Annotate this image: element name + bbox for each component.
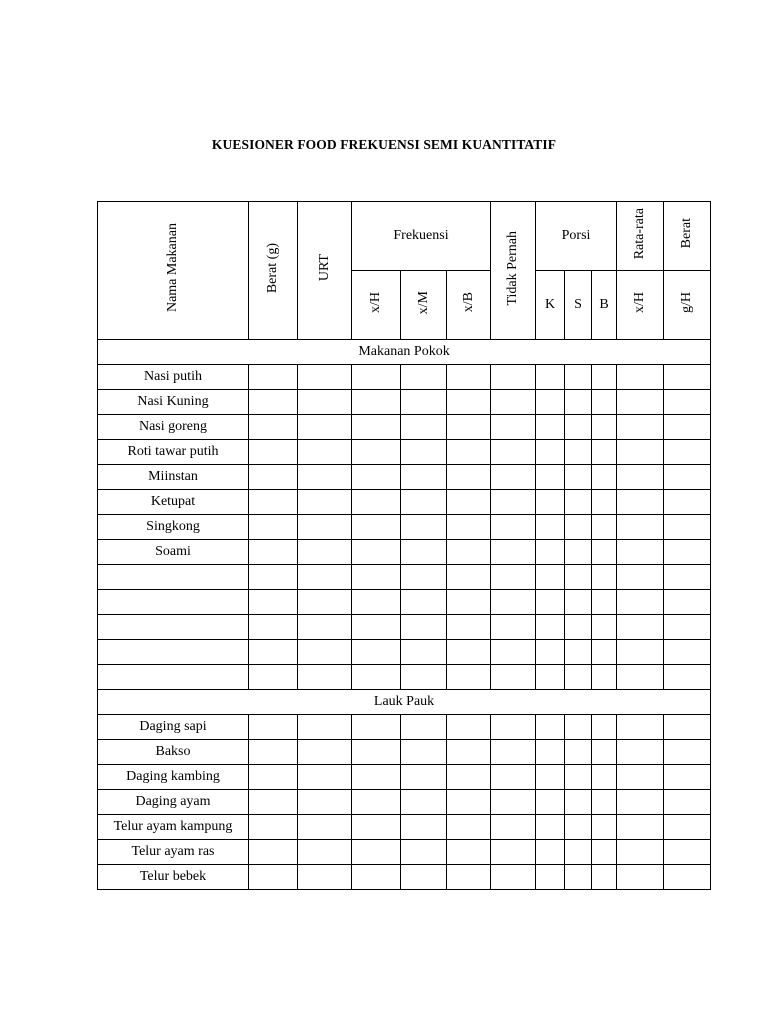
entry-cell[interactable] (249, 490, 298, 515)
entry-cell[interactable] (536, 765, 565, 790)
table-row (98, 590, 711, 615)
entry-cell[interactable] (491, 465, 536, 490)
entry-cell[interactable] (565, 465, 592, 490)
entry-cell[interactable] (664, 790, 711, 815)
food-name-cell (98, 615, 249, 640)
food-name-cell (98, 640, 249, 665)
entry-cell[interactable] (249, 415, 298, 440)
entry-cell[interactable] (617, 390, 664, 415)
entry-cell[interactable] (664, 465, 711, 490)
entry-cell[interactable] (664, 490, 711, 515)
table-row (98, 815, 711, 840)
entry-cell[interactable] (491, 440, 536, 465)
entry-cell[interactable] (617, 490, 664, 515)
food-name-cell: Singkong (98, 515, 249, 540)
entry-cell[interactable] (617, 590, 664, 615)
entry-cell[interactable] (447, 765, 491, 790)
entry-cell[interactable] (298, 515, 352, 540)
entry-cell[interactable] (536, 615, 565, 640)
entry-cell[interactable] (352, 515, 401, 540)
header-berat-g: Berat (g) (249, 202, 298, 340)
entry-cell[interactable] (401, 540, 447, 565)
header-rata-rata-xh: x/H (617, 271, 664, 340)
header-nama-makanan: Nama Makanan (98, 202, 249, 340)
entry-cell[interactable] (298, 565, 352, 590)
entry-cell[interactable] (664, 390, 711, 415)
entry-cell[interactable] (298, 615, 352, 640)
entry-cell[interactable] (447, 715, 491, 740)
food-name-cell: Nasi goreng (98, 415, 249, 440)
entry-cell[interactable] (565, 540, 592, 565)
entry-cell[interactable] (491, 590, 536, 615)
section-title-makanan-pokok: Makanan Pokok (98, 340, 711, 365)
food-name-cell: Roti tawar putih (98, 440, 249, 465)
entry-cell[interactable] (298, 815, 352, 840)
entry-cell[interactable] (565, 765, 592, 790)
table-row (98, 565, 711, 590)
entry-cell[interactable] (592, 840, 617, 865)
entry-cell[interactable] (565, 640, 592, 665)
entry-cell[interactable] (592, 615, 617, 640)
entry-cell[interactable] (401, 440, 447, 465)
entry-cell[interactable] (249, 740, 298, 765)
entry-cell[interactable] (592, 790, 617, 815)
table-row (98, 740, 711, 765)
entry-cell[interactable] (401, 840, 447, 865)
header-porsi-k: K (536, 271, 565, 340)
entry-cell[interactable] (536, 590, 565, 615)
food-name-cell: Ketupat (98, 490, 249, 515)
entry-cell[interactable] (592, 740, 617, 765)
entry-cell[interactable] (249, 465, 298, 490)
entry-cell[interactable] (401, 665, 447, 690)
entry-cell[interactable] (447, 565, 491, 590)
entry-cell[interactable] (352, 490, 401, 515)
entry-cell[interactable] (249, 515, 298, 540)
entry-cell[interactable] (664, 365, 711, 390)
food-name-cell (98, 665, 249, 690)
entry-cell[interactable] (664, 865, 711, 890)
entry-cell[interactable] (401, 590, 447, 615)
table-row (98, 365, 711, 390)
entry-cell[interactable] (491, 640, 536, 665)
entry-cell[interactable] (249, 640, 298, 665)
table-row (98, 790, 711, 815)
entry-cell[interactable] (447, 590, 491, 615)
entry-cell[interactable] (447, 540, 491, 565)
table-row (98, 440, 711, 465)
entry-cell[interactable] (664, 815, 711, 840)
entry-cell[interactable] (298, 440, 352, 465)
entry-cell[interactable] (352, 740, 401, 765)
entry-cell[interactable] (491, 790, 536, 815)
header-porsi: Porsi (536, 202, 617, 271)
entry-cell[interactable] (592, 490, 617, 515)
page-title: KUESIONER FOOD FREKUENSI SEMI KUANTITATIF (211, 137, 557, 152)
table-row (98, 665, 711, 690)
entry-cell[interactable] (249, 790, 298, 815)
entry-cell[interactable] (298, 490, 352, 515)
entry-cell[interactable] (298, 865, 352, 890)
entry-cell[interactable] (249, 565, 298, 590)
entry-cell[interactable] (491, 715, 536, 740)
entry-cell[interactable] (298, 415, 352, 440)
entry-cell[interactable] (491, 865, 536, 890)
entry-cell[interactable] (592, 515, 617, 540)
entry-cell[interactable] (536, 465, 565, 490)
entry-cell[interactable] (401, 815, 447, 840)
entry-cell[interactable] (447, 865, 491, 890)
entry-cell[interactable] (447, 515, 491, 540)
entry-cell[interactable] (491, 490, 536, 515)
food-name-cell: Telur bebek (98, 865, 249, 890)
entry-cell[interactable] (352, 415, 401, 440)
entry-cell[interactable] (617, 515, 664, 540)
food-name-cell: Daging ayam (98, 790, 249, 815)
entry-cell[interactable] (565, 865, 592, 890)
entry-cell[interactable] (298, 840, 352, 865)
food-name-cell: Bakso (98, 740, 249, 765)
entry-cell[interactable] (664, 640, 711, 665)
entry-cell[interactable] (617, 615, 664, 640)
entry-cell[interactable] (298, 540, 352, 565)
entry-cell[interactable] (664, 765, 711, 790)
entry-cell[interactable] (664, 565, 711, 590)
entry-cell[interactable] (565, 715, 592, 740)
header-freq-xb: x/B (447, 271, 491, 340)
entry-cell[interactable] (447, 415, 491, 440)
entry-cell[interactable] (617, 565, 664, 590)
entry-cell[interactable] (352, 665, 401, 690)
entry-cell[interactable] (617, 715, 664, 740)
entry-cell[interactable] (352, 615, 401, 640)
entry-cell[interactable] (401, 465, 447, 490)
entry-cell[interactable] (536, 415, 565, 440)
entry-cell[interactable] (664, 715, 711, 740)
entry-cell[interactable] (536, 565, 565, 590)
entry-cell[interactable] (565, 740, 592, 765)
entry-cell[interactable] (565, 790, 592, 815)
entry-cell[interactable] (664, 740, 711, 765)
entry-cell[interactable] (352, 540, 401, 565)
table-row (98, 765, 711, 790)
entry-cell[interactable] (352, 840, 401, 865)
entry-cell[interactable] (352, 790, 401, 815)
entry-cell[interactable] (617, 415, 664, 440)
entry-cell[interactable] (664, 515, 711, 540)
entry-cell[interactable] (249, 865, 298, 890)
entry-cell[interactable] (298, 715, 352, 740)
entry-cell[interactable] (447, 365, 491, 390)
food-name-cell: Daging kambing (98, 765, 249, 790)
section-title-lauk-pauk: Lauk Pauk (98, 690, 711, 715)
table-row (98, 865, 711, 890)
entry-cell[interactable] (491, 565, 536, 590)
entry-cell[interactable] (565, 390, 592, 415)
entry-cell[interactable] (298, 465, 352, 490)
entry-cell[interactable] (664, 590, 711, 615)
entry-cell[interactable] (565, 565, 592, 590)
entry-cell[interactable] (664, 440, 711, 465)
entry-cell[interactable] (536, 390, 565, 415)
entry-cell[interactable] (565, 440, 592, 465)
entry-cell[interactable] (592, 865, 617, 890)
table-row (98, 615, 711, 640)
food-name-cell: Soami (98, 540, 249, 565)
entry-cell[interactable] (447, 440, 491, 465)
entry-cell[interactable] (298, 390, 352, 415)
entry-cell[interactable] (401, 565, 447, 590)
entry-cell[interactable] (617, 665, 664, 690)
header-berat-gh: g/H (664, 271, 711, 340)
entry-cell[interactable] (664, 840, 711, 865)
entry-cell[interactable] (565, 515, 592, 540)
entry-cell[interactable] (249, 590, 298, 615)
food-name-cell (98, 565, 249, 590)
header-porsi-s: S (565, 271, 592, 340)
entry-cell[interactable] (401, 490, 447, 515)
entry-cell[interactable] (491, 540, 536, 565)
food-name-cell: Nasi putih (98, 365, 249, 390)
entry-cell[interactable] (447, 615, 491, 640)
food-name-cell: Telur ayam kampung (98, 815, 249, 840)
entry-cell[interactable] (401, 765, 447, 790)
entry-cell[interactable] (491, 415, 536, 440)
table-row (98, 640, 711, 665)
entry-cell[interactable] (617, 540, 664, 565)
entry-cell[interactable] (447, 740, 491, 765)
entry-cell[interactable] (592, 665, 617, 690)
entry-cell[interactable] (592, 415, 617, 440)
entry-cell[interactable] (617, 640, 664, 665)
entry-cell[interactable] (565, 815, 592, 840)
entry-cell[interactable] (536, 740, 565, 765)
entry-cell[interactable] (298, 365, 352, 390)
entry-cell[interactable] (565, 415, 592, 440)
entry-cell[interactable] (352, 465, 401, 490)
entry-cell[interactable] (249, 540, 298, 565)
entry-cell[interactable] (536, 365, 565, 390)
table-row (98, 840, 711, 865)
entry-cell[interactable] (298, 665, 352, 690)
entry-cell[interactable] (298, 740, 352, 765)
header-tidak-pernah: Tidak Pernah (491, 202, 536, 340)
entry-cell[interactable] (617, 765, 664, 790)
table-row (98, 490, 711, 515)
entry-cell[interactable] (491, 740, 536, 765)
header-berat: Berat (664, 202, 711, 271)
entry-cell[interactable] (536, 715, 565, 740)
entry-cell[interactable] (617, 790, 664, 815)
entry-cell[interactable] (447, 665, 491, 690)
food-name-cell: Telur ayam ras (98, 840, 249, 865)
entry-cell[interactable] (565, 490, 592, 515)
entry-cell[interactable] (491, 815, 536, 840)
entry-cell[interactable] (592, 590, 617, 615)
entry-cell[interactable] (249, 815, 298, 840)
entry-cell[interactable] (491, 390, 536, 415)
entry-cell[interactable] (298, 790, 352, 815)
entry-cell[interactable] (249, 440, 298, 465)
entry-cell[interactable] (401, 790, 447, 815)
entry-cell[interactable] (491, 365, 536, 390)
entry-cell[interactable] (536, 490, 565, 515)
entry-cell[interactable] (617, 440, 664, 465)
entry-cell[interactable] (664, 415, 711, 440)
entry-cell[interactable] (536, 440, 565, 465)
table-row (98, 540, 711, 565)
entry-cell[interactable] (617, 865, 664, 890)
entry-cell[interactable] (592, 765, 617, 790)
entry-cell[interactable] (592, 565, 617, 590)
entry-cell[interactable] (352, 815, 401, 840)
entry-cell[interactable] (401, 740, 447, 765)
entry-cell[interactable] (401, 865, 447, 890)
entry-cell[interactable] (401, 640, 447, 665)
entry-cell[interactable] (352, 765, 401, 790)
entry-cell[interactable] (447, 640, 491, 665)
entry-cell[interactable] (617, 465, 664, 490)
entry-cell[interactable] (617, 815, 664, 840)
food-name-cell: Daging sapi (98, 715, 249, 740)
entry-cell[interactable] (298, 765, 352, 790)
entry-cell[interactable] (249, 765, 298, 790)
entry-cell[interactable] (447, 790, 491, 815)
header-porsi-b: B (592, 271, 617, 340)
header-urt: URT (298, 202, 352, 340)
entry-cell[interactable] (401, 615, 447, 640)
entry-cell[interactable] (592, 440, 617, 465)
entry-cell[interactable] (565, 590, 592, 615)
table-row (98, 515, 711, 540)
entry-cell[interactable] (592, 715, 617, 740)
entry-cell[interactable] (565, 665, 592, 690)
entry-cell[interactable] (447, 840, 491, 865)
entry-cell[interactable] (401, 365, 447, 390)
entry-cell[interactable] (401, 715, 447, 740)
entry-cell[interactable] (447, 390, 491, 415)
entry-cell[interactable] (298, 590, 352, 615)
entry-cell[interactable] (352, 865, 401, 890)
entry-cell[interactable] (249, 715, 298, 740)
entry-cell[interactable] (447, 815, 491, 840)
entry-cell[interactable] (401, 415, 447, 440)
entry-cell[interactable] (536, 515, 565, 540)
header-rata-rata: Rata-rata (617, 202, 664, 271)
header-freq-xm: x/M (401, 271, 447, 340)
food-name-cell: Miinstan (98, 465, 249, 490)
table-row (98, 390, 711, 415)
entry-cell[interactable] (664, 665, 711, 690)
entry-cell[interactable] (249, 840, 298, 865)
entry-cell[interactable] (352, 390, 401, 415)
entry-cell[interactable] (249, 365, 298, 390)
entry-cell[interactable] (536, 540, 565, 565)
food-name-cell (98, 590, 249, 615)
entry-cell[interactable] (352, 640, 401, 665)
entry-cell[interactable] (491, 515, 536, 540)
entry-cell[interactable] (249, 390, 298, 415)
table-row (98, 715, 711, 740)
header-freq-xh: x/H (352, 271, 401, 340)
entry-cell[interactable] (401, 390, 447, 415)
entry-cell[interactable] (536, 790, 565, 815)
entry-cell[interactable] (401, 515, 447, 540)
entry-cell[interactable] (536, 840, 565, 865)
entry-cell[interactable] (491, 615, 536, 640)
entry-cell[interactable] (536, 640, 565, 665)
entry-cell[interactable] (352, 590, 401, 615)
entry-cell[interactable] (249, 615, 298, 640)
entry-cell[interactable] (565, 365, 592, 390)
entry-cell[interactable] (565, 615, 592, 640)
entry-cell[interactable] (352, 365, 401, 390)
entry-cell[interactable] (352, 715, 401, 740)
entry-cell[interactable] (352, 565, 401, 590)
header-frekuensi: Frekuensi (352, 202, 491, 271)
entry-cell[interactable] (352, 440, 401, 465)
entry-cell[interactable] (447, 490, 491, 515)
entry-cell[interactable] (536, 865, 565, 890)
entry-cell[interactable] (592, 540, 617, 565)
entry-cell[interactable] (565, 840, 592, 865)
entry-cell[interactable] (491, 665, 536, 690)
entry-cell[interactable] (491, 765, 536, 790)
entry-cell[interactable] (536, 665, 565, 690)
entry-cell[interactable] (617, 365, 664, 390)
entry-cell[interactable] (249, 665, 298, 690)
food-frequency-table (97, 201, 711, 890)
food-name-cell: Nasi Kuning (98, 390, 249, 415)
entry-cell[interactable] (592, 815, 617, 840)
entry-cell[interactable] (592, 365, 617, 390)
entry-cell[interactable] (664, 615, 711, 640)
entry-cell[interactable] (592, 465, 617, 490)
entry-cell[interactable] (536, 815, 565, 840)
entry-cell[interactable] (447, 465, 491, 490)
entry-cell[interactable] (664, 540, 711, 565)
entry-cell[interactable] (298, 640, 352, 665)
entry-cell[interactable] (592, 640, 617, 665)
entry-cell[interactable] (617, 840, 664, 865)
entry-cell[interactable] (592, 390, 617, 415)
entry-cell[interactable] (617, 740, 664, 765)
table-row (98, 415, 711, 440)
table-row (98, 465, 711, 490)
entry-cell[interactable] (491, 840, 536, 865)
